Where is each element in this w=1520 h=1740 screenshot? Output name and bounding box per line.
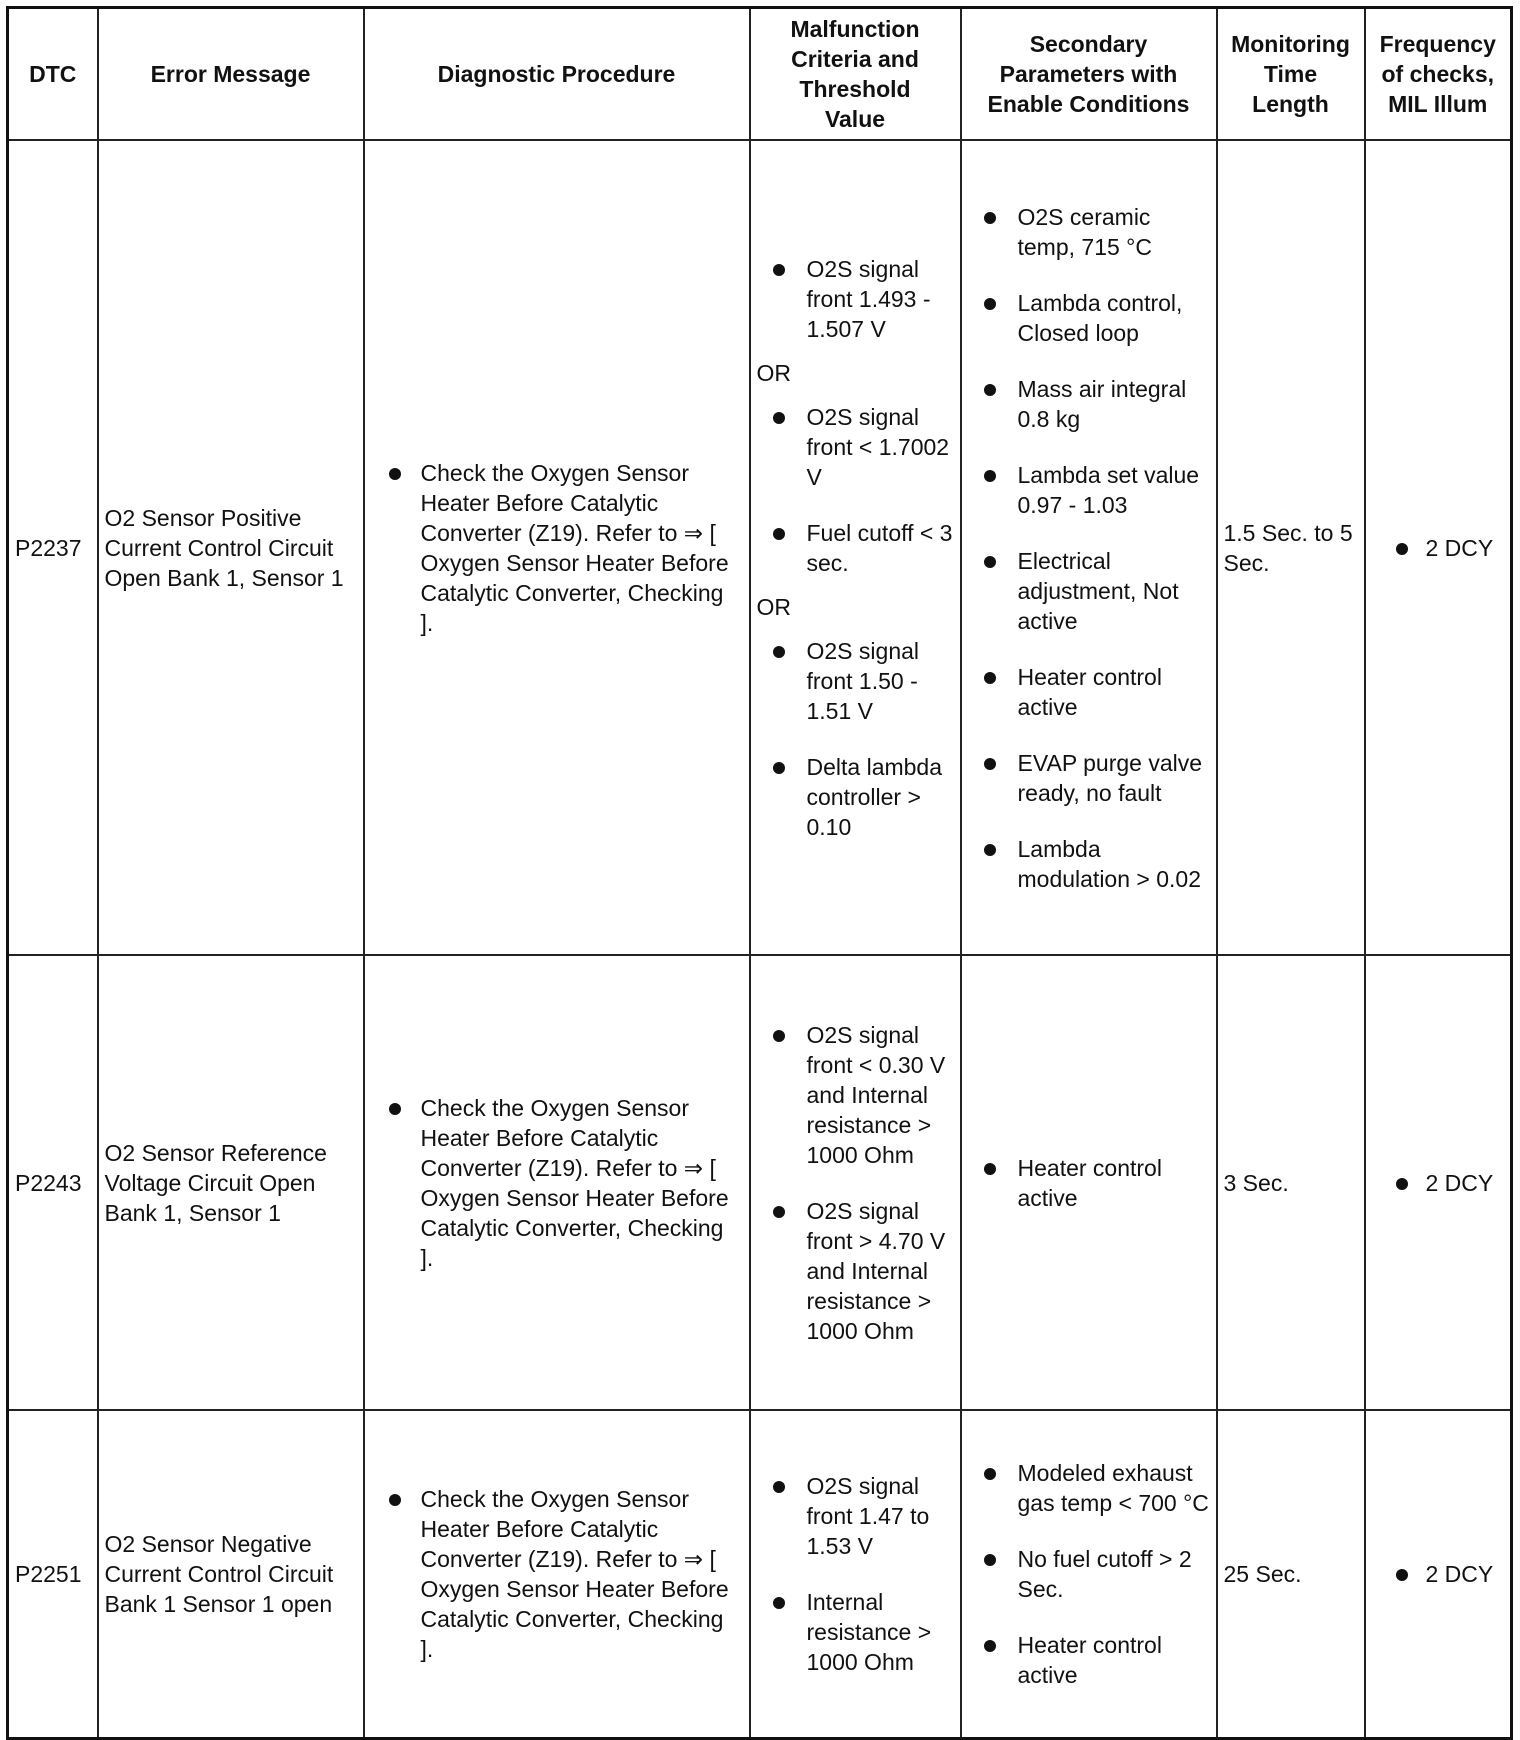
header-row (8, 8, 1512, 141)
secondary-item: Lambda modulation > 0.02 (968, 834, 1210, 894)
monitoring-time: 1.5 Sec. to 5 Sec. (1217, 140, 1365, 955)
secondary-item: Heater control active (968, 1630, 1210, 1690)
secondary-parameters (961, 1410, 1217, 1738)
criteria-item: O2S signal front > 4.70 V and Internal resistance > 1000 Ohm (757, 1196, 954, 1346)
criteria-item: Fuel cutoff < 3 sec. (757, 518, 954, 578)
criteria-item: O2S signal front 1.47 to 1.53 V (757, 1471, 954, 1561)
criteria-item: O2S signal front < 0.30 V and Internal resistance > 1000 Ohm (757, 1020, 954, 1170)
secondary-item: O2S ceramic temp, 715 °C (968, 202, 1210, 262)
secondary-item: Heater control active (968, 662, 1210, 722)
secondary-item: No fuel cutoff > 2 Sec. (968, 1544, 1210, 1604)
diagnostic-procedure (364, 955, 750, 1410)
dtc-code: P2237 (8, 140, 98, 955)
monitoring-time: 25 Sec. (1217, 1410, 1365, 1738)
header-frequency: Frequency of checks, MIL Illum (1365, 8, 1512, 141)
error-message: O2 Sensor Positive Current Control Circuit Open Bank 1, Sensor 1 (98, 140, 364, 955)
frequency (1365, 1410, 1512, 1738)
secondary-item: Mass air integral 0.8 kg (968, 374, 1210, 434)
secondary-parameters (961, 140, 1217, 955)
secondary-item: Lambda set value 0.97 - 1.03 (968, 460, 1210, 520)
malfunction-criteria (750, 140, 961, 955)
or-separator: OR (756, 593, 791, 620)
secondary-item: Heater control active (968, 1153, 1210, 1213)
dtc-code: P2251 (8, 1410, 98, 1738)
secondary-item: Electrical adjustment, Not active (968, 546, 1210, 636)
frequency (1365, 140, 1512, 955)
table-row (8, 955, 1512, 1410)
table-row (8, 1410, 1512, 1738)
header-secondary-parameters: Secondary Parameters with Enable Conditions (961, 8, 1217, 141)
secondary-item: Modeled exhaust gas temp < 700 °C (968, 1458, 1210, 1518)
diagnostic-procedure (364, 140, 750, 955)
monitoring-time: 3 Sec. (1217, 955, 1365, 1410)
header-diagnostic-procedure: Diagnostic Procedure (364, 8, 750, 141)
criteria-item: O2S signal front 1.50 - 1.51 V (757, 636, 954, 726)
header-monitoring-time: Monitoring Time Length (1217, 8, 1365, 141)
frequency (1365, 955, 1512, 1410)
error-message: O2 Sensor Negative Current Control Circuit Bank 1 Sensor 1 open (98, 1410, 364, 1738)
or-separator: OR (756, 359, 791, 386)
secondary-item: Lambda control, Closed loop (968, 288, 1210, 348)
header-error-message: Error Message (98, 8, 364, 141)
table-row (8, 140, 1512, 955)
frequency-item: 2 DCY (1372, 1559, 1505, 1589)
procedure-item: Check the Oxygen Sensor Heater Before Catalytic Converter (Z19). Refer to ⇒ [ Oxygen Sensor Heater Before Catalytic Converter, Checking ]. (371, 458, 743, 638)
header-malfunction-criteria: Malfunction Criteria and Threshold Value (750, 8, 961, 141)
frequency-item: 2 DCY (1372, 1168, 1505, 1198)
criteria-item: O2S signal front < 1.7002 V (757, 402, 954, 492)
frequency-item: 2 DCY (1372, 533, 1505, 563)
header-dtc: DTC (8, 8, 98, 141)
malfunction-criteria (750, 1410, 961, 1738)
malfunction-criteria (750, 955, 961, 1410)
criteria-item: Internal resistance > 1000 Ohm (757, 1587, 954, 1677)
dtc-code: P2243 (8, 955, 98, 1410)
procedure-item: Check the Oxygen Sensor Heater Before Catalytic Converter (Z19). Refer to ⇒ [ Oxygen Sensor Heater Before Catalytic Converter, Checking ]. (371, 1484, 743, 1664)
error-message: O2 Sensor Reference Voltage Circuit Open Bank 1, Sensor 1 (98, 955, 364, 1410)
secondary-item: EVAP purge valve ready, no fault (968, 748, 1210, 808)
diagnostic-procedure (364, 1410, 750, 1738)
procedure-item: Check the Oxygen Sensor Heater Before Catalytic Converter (Z19). Refer to ⇒ [ Oxygen Sensor Heater Before Catalytic Converter, Checking ]. (371, 1093, 743, 1273)
secondary-parameters (961, 955, 1217, 1410)
dtc-table (6, 6, 1513, 1740)
criteria-item: O2S signal front 1.493 - 1.507 V (757, 254, 954, 344)
criteria-item: Delta lambda controller > 0.10 (757, 752, 954, 842)
